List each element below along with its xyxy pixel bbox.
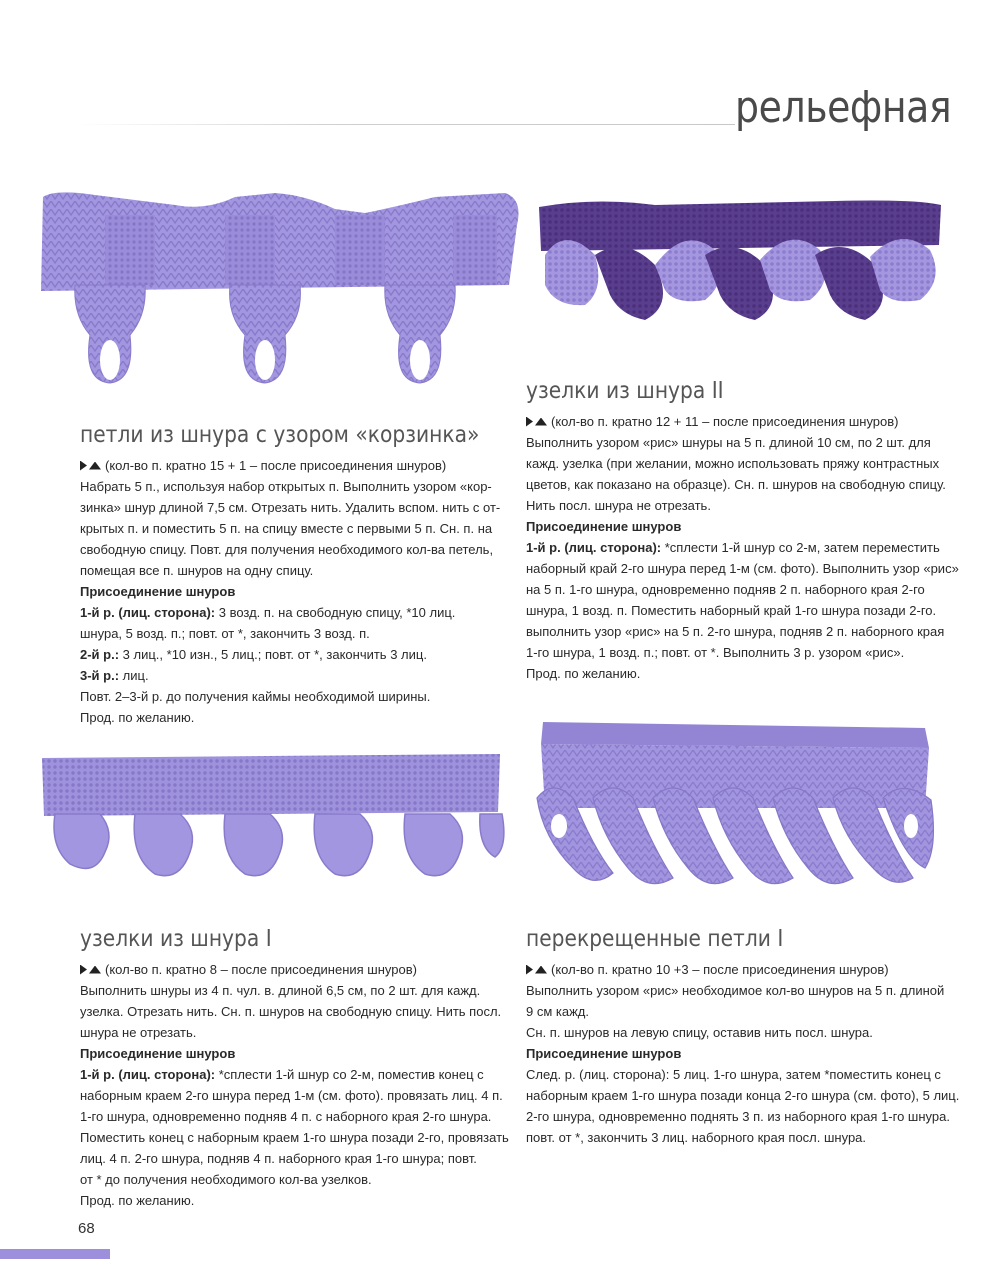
swatch-cord-knots-1-photo [40,752,510,887]
pattern-meta: (кол-во п. кратно 10 +3 – после присоединения шнуров) [526,959,966,980]
section-title: рельефная [735,82,952,133]
text-line: помещая все п. шнуров на одну спицу. [80,563,314,578]
text-line: Повт. 2–3-й р. до получения каймы необходимой ширины. [80,689,431,704]
up-triangle-icon [535,966,547,974]
text-line: Прод. по желанию. [80,1193,195,1208]
text-line: Выполнить узором «рис» необходимое кол-во шнуров на 5 п. длиной [526,983,945,998]
text-line: крытых п. и поместить 5 п. на спицу вместе с первыми 5 п. Сн. п. на [80,521,493,536]
text-line: Выполнить узором «рис» шнуры на 5 п. длиной 10 см, по 2 шт. для [526,435,931,450]
text-line: 1-го шнура, 1 возд. п.; повт. от *. Выполнить 3 р. узором «рис». [526,645,905,660]
text-line: 2-го шнура, одновременно поднять 3 п. из наборного края 1-го шнура. [526,1109,950,1124]
pattern-title: узелки из шнура II [526,378,724,404]
text-line: Поместить конец с наборным краем 1-го шнура позади 2-го, провязать [80,1130,509,1145]
page-corner-bar [0,1249,110,1259]
text-line: 1-й р. (лиц. сторона): *сплести 1-й шнур со 2-м, поместив конец с [80,1067,484,1082]
subhead: Присоединение шнуров [526,519,682,534]
text-line: шнура, 1 возд. п. Поместить наборный край 1-го шнура позади 2-го. [526,603,937,618]
text-line: шнура не отрезать. [80,1025,197,1040]
text-line: 3-й р.: лиц. [80,668,149,683]
up-triangle-icon [89,966,101,974]
text-line: от * до получения необходимого кол-ва узелков. [80,1172,372,1187]
swatch-basket-loops-photo [35,185,525,385]
swatch-cord-knots-2-photo [535,195,945,335]
page-number: 68 [78,1220,95,1237]
text-line: на 5 п. 1-го шнура, одновременно подняв 2 п. наборного края 2-го [526,582,925,597]
right-arrow-icon [80,965,87,975]
subhead: Присоединение шнуров [80,1046,236,1061]
text-line: 1-й р. (лиц. сторона): *сплести 1-й шнур со 2-м, затем переместить [526,540,940,555]
text-line: 9 см кажд. [526,1004,589,1019]
pattern-crossed-loops [526,925,966,1148]
text-line: Прод. по желанию. [80,710,195,725]
text-line: След. р. (лиц. сторона): 5 лиц. 1-го шнура, затем *поместить конец с [526,1067,941,1082]
text-line: выполнить узор «рис» на 5 п. 2-го шнура, подняв 2 п. наборного края [526,624,945,639]
subhead: Присоединение шнуров [526,1046,682,1061]
text-line: Прод. по желанию. [526,666,641,681]
text-line: Выполнить шнуры из 4 п. чул. в. длиной 6,5 см, по 2 шт. для кажд. [80,983,481,998]
right-arrow-icon [526,417,533,427]
text-line: повт. от *, закончить 3 лиц. наборного края посл. шнура. [526,1130,867,1145]
pattern-title: узелки из шнура I [80,926,272,952]
pattern-basket-loops [80,421,520,728]
text-line: цветов, как показано на образце). Сн. п. шнуров на свободную спицу. [526,477,946,492]
pattern-title: петли из шнура с узором «корзинка» [80,422,480,448]
up-triangle-icon [535,418,547,426]
text-line: наборным краем 1-го шнура позади конца 2-го шнура (см. фото), 5 лиц. [526,1088,960,1103]
text-line: наборным краем 2-го шнура перед 1-м (см. фото). провязать лиц. 4 п. [80,1088,503,1103]
right-arrow-icon [80,461,87,471]
text-line: кажд. узелка (при желании, можно использовать пряжу контрастных [526,456,940,471]
text-line: свободную спицу. Повт. для получения необходимого кол-ва петель, [80,542,494,557]
pattern-cord-knots-1 [80,925,520,1211]
text-line: зинка» шнур длиной 7,5 см. Отрезать нить. Удалить вспом. нить с от- [80,500,501,515]
pattern-title: перекрещенные петли I [526,926,784,952]
text-line: шнура, 5 возд. п.; повт. от *, закончить 3 возд. п. [80,626,370,641]
up-triangle-icon [89,462,101,470]
text-line: 1-го шнура, одновременно подняв 4 п. с наборного края 2-го шнура. [80,1109,492,1124]
text-line: наборный край 2-го шнура перед 1-м (см. фото). Выполнить узор «рис» [526,561,959,576]
text-line: узелка. Отрезать нить. Сн. п. шнуров на свободную спицу. Нить посл. [80,1004,502,1019]
title-rule [75,124,735,125]
pattern-meta: (кол-во п. кратно 15 + 1 – после присоединения шнуров) [80,455,520,476]
text-line: Набрать 5 п., используя набор открытых п. Выполнить узором «кор- [80,479,492,494]
swatch-crossed-loops-photo [533,718,938,898]
pattern-meta: (кол-во п. кратно 8 – после присоединения шнуров) [80,959,520,980]
text-line: Сн. п. шнуров на левую спицу, оставив нить посл. шнура. [526,1025,873,1040]
text-line: 1-й р. (лиц. сторона): 3 возд. п. на свободную спицу, *10 лиц. [80,605,456,620]
text-line: 2-й р.: 3 лиц., *10 изн., 5 лиц.; повт. от *, закончить 3 лиц. [80,647,427,662]
subhead: Присоединение шнуров [80,584,236,599]
pattern-meta: (кол-во п. кратно 12 + 11 – после присоединения шнуров) [526,411,966,432]
right-arrow-icon [526,965,533,975]
pattern-cord-knots-2 [526,377,966,684]
text-line: лиц. 4 п. 2-го шнура, подняв 4 п. наборного края 1-го шнура; повт. [80,1151,477,1166]
text-line: Нить посл. шнура не отрезать. [526,498,711,513]
